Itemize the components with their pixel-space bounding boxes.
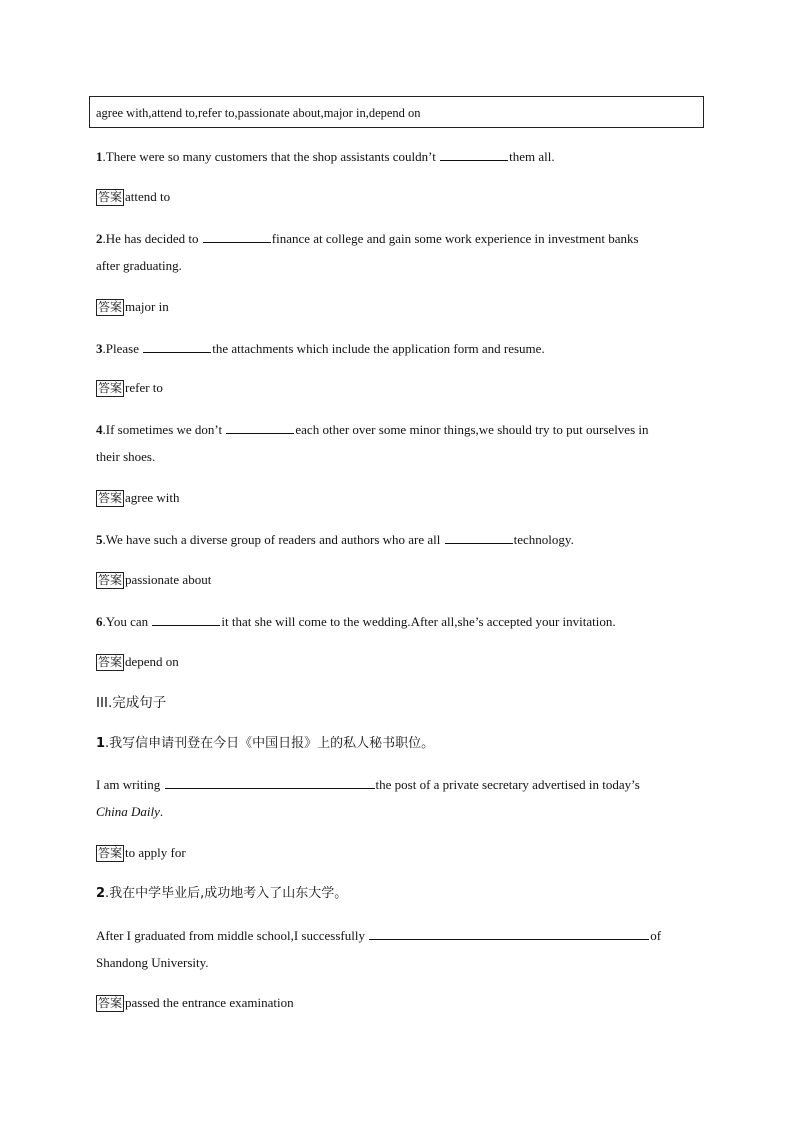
answer-text: attend to [125, 189, 171, 204]
question-2-continued: after graduating. [96, 258, 182, 273]
answer-text: passed the entrance examination [125, 995, 294, 1010]
sentence-1-continued [96, 803, 163, 821]
chinese-prompt: .我写信申请刊登在今日《中国日报》上的私人秘书职位。 [105, 736, 435, 751]
question-3 [96, 339, 545, 358]
question-text: finance at college and gain some work experience in investment banks [271, 231, 639, 246]
word-bank-text: agree with,attend to,refer to,passionate about,major in,depend on [96, 106, 421, 120]
answer-blank [203, 229, 271, 243]
question-1 [96, 147, 555, 166]
answer-blank [445, 530, 513, 544]
answer-1 [96, 188, 170, 206]
answer-tag: 答案 [98, 846, 123, 860]
answer-blank [152, 612, 220, 626]
word-bank-box [89, 96, 704, 128]
sentence-text: the post of a private secretary advertised in today’s [375, 777, 640, 792]
answer-text: to apply for [125, 845, 186, 860]
answer-s1 [96, 844, 186, 862]
question-text: .Please [102, 341, 143, 356]
newspaper-name: China Daily [96, 804, 160, 819]
question-number: 3 [96, 341, 103, 356]
answer-5 [96, 571, 211, 589]
answer-text: agree with [125, 490, 180, 505]
section-heading: III.完成句子 [96, 695, 167, 711]
answer-tag: 答案 [98, 655, 123, 669]
question-text: technology. [513, 532, 574, 547]
answer-blank [143, 339, 211, 353]
question-number: 1 [96, 149, 103, 164]
answer-blank [165, 775, 375, 789]
question-text: .He has decided to [102, 231, 202, 246]
sentence-2-english [96, 926, 661, 945]
answer-tag: 答案 [98, 491, 123, 505]
answer-blank [440, 147, 508, 161]
sentence-text: After I graduated from middle school,I successfully [96, 928, 369, 943]
answer-blank [226, 420, 294, 434]
answer-blank [369, 926, 649, 940]
sentence-text: I am writing [96, 777, 164, 792]
question-number: 4 [96, 422, 103, 437]
question-4-continued: their shoes. [96, 449, 156, 464]
question-text: them all. [509, 149, 555, 164]
question-2 [96, 229, 639, 248]
question-number: 2 [96, 231, 103, 246]
chinese-prompt: .我在中学毕业后,成功地考入了山东大学。 [105, 886, 348, 901]
answer-text: passionate about [125, 572, 212, 587]
question-text: .If sometimes we don’t [102, 422, 226, 437]
question-text: .You can [102, 614, 152, 629]
answer-tag: 答案 [98, 573, 123, 587]
answer-3 [96, 379, 163, 397]
sentence-1-english [96, 775, 640, 794]
answer-2 [96, 298, 169, 316]
question-4 [96, 420, 649, 439]
answer-text: refer to [125, 380, 163, 395]
question-text: each other over some minor things,we should try to put ourselves in [295, 422, 649, 437]
question-number: 5 [96, 532, 103, 547]
sentence-1-chinese [96, 735, 434, 753]
question-5 [96, 530, 574, 549]
question-text: .There were so many customers that the shop assistants couldn’t [102, 149, 440, 164]
question-text: the attachments which include the application form and resume. [212, 341, 545, 356]
answer-tag: 答案 [98, 300, 123, 314]
sentence-text: of [650, 928, 662, 943]
answer-tag: 答案 [98, 190, 123, 204]
answer-6 [96, 653, 179, 671]
sentence-end: . [159, 804, 164, 819]
question-text: .We have such a diverse group of readers and authors who are all [102, 532, 444, 547]
answer-tag: 答案 [98, 996, 123, 1010]
question-number: 1 [96, 736, 106, 751]
question-6 [96, 612, 616, 631]
answer-text: major in [125, 299, 169, 314]
answer-4 [96, 489, 180, 507]
answer-text: depend on [125, 654, 179, 669]
answer-s2 [96, 994, 294, 1012]
answer-tag: 答案 [98, 381, 123, 395]
question-number: 2 [96, 886, 106, 901]
sentence-2-continued: Shandong University. [96, 955, 209, 970]
question-number: 6 [96, 614, 103, 629]
question-text: it that she will come to the wedding.After all,she’s accepted your invitation. [221, 614, 616, 629]
sentence-2-chinese [96, 885, 347, 903]
